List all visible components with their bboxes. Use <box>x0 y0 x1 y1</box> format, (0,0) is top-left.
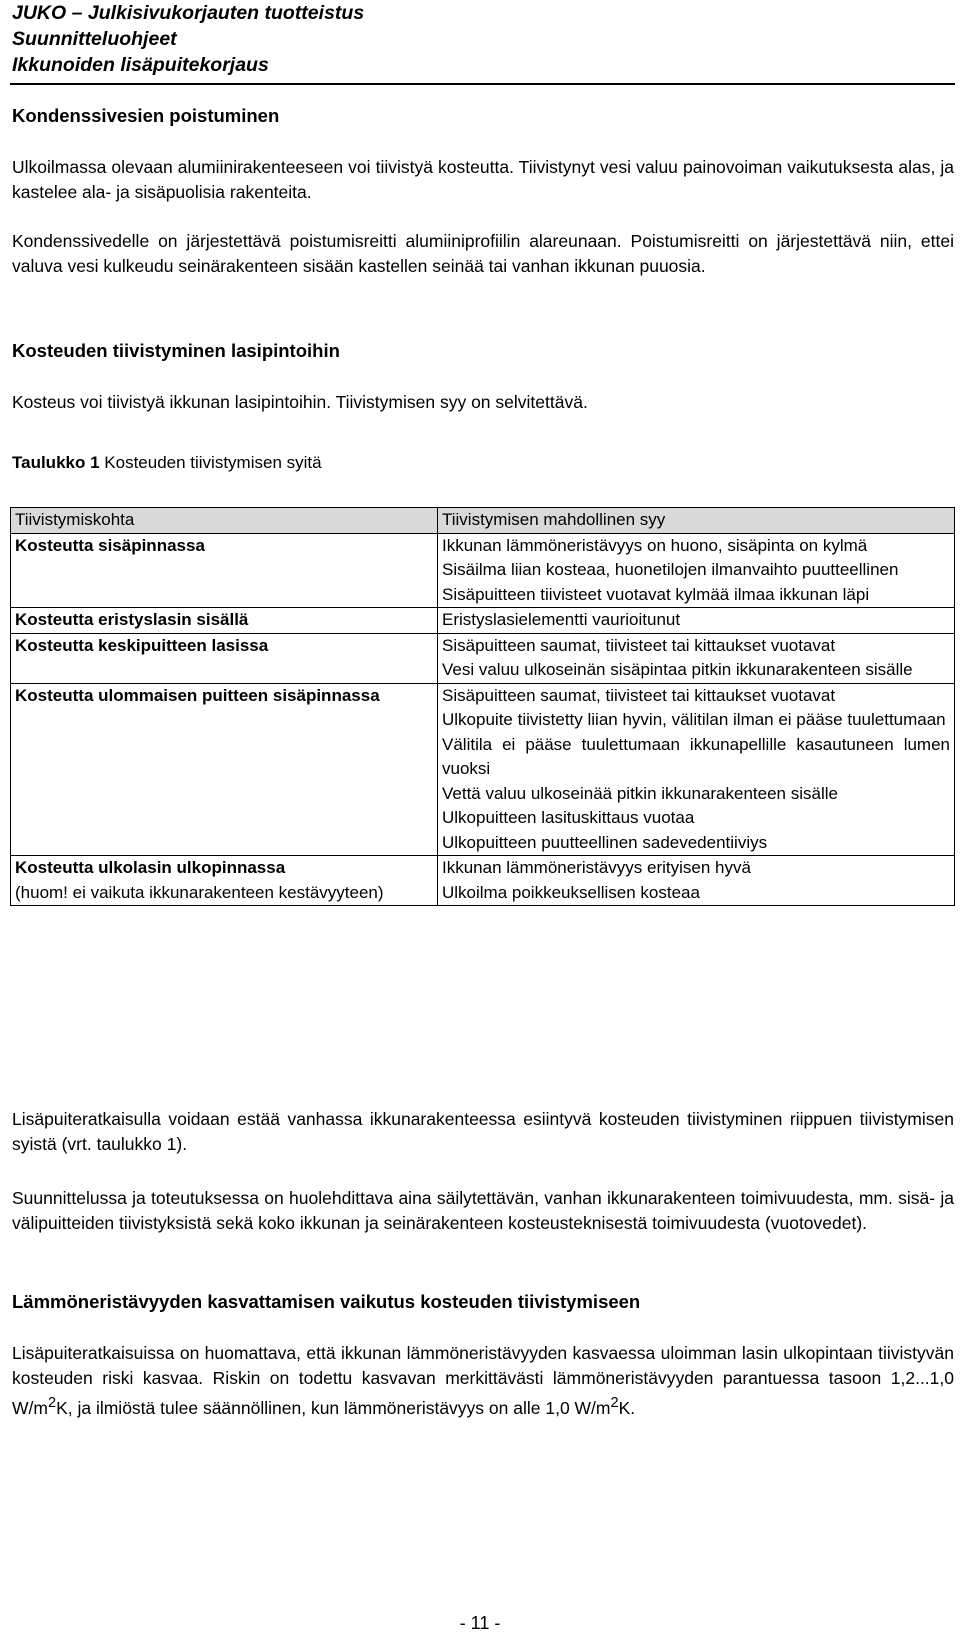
paragraph-glass-condensation: Kosteus voi tiivistyä ikkunan lasipintoihin. Tiivistymisen syy on selvitettävä. <box>12 392 588 412</box>
table-cause-item: Eristyslasielementti vaurioitunut <box>442 610 681 629</box>
table-cause-item: Vesi valuu ulkoseinän sisäpintaa pitkin ikkunarakenteen sisälle <box>442 660 913 679</box>
table-cell-causes <box>438 533 955 608</box>
section-heading-insulation-effect: Lämmöneristävyyden kasvattamisen vaikutus kosteuden tiivistymiseen <box>12 1291 641 1312</box>
paragraph-insulation-part3: K. <box>618 1397 636 1418</box>
table-cell-location: Kosteutta eristyslasin sisällä <box>11 608 438 634</box>
table-caption <box>12 453 954 473</box>
header-divider <box>10 83 955 85</box>
paragraph-condensate-2: Kondenssivedelle on järjestettävä poistumisreitti alumiiniprofiilin alareunaan. Poistumisreitti on järjestettävä niin, ettei valuva vesi kulkeudu seinärakenteen sisään kastellen seinää tai vanhan ikkunan puuosia. <box>12 231 954 276</box>
section-heading-condensate: Kondenssivesien poistuminen <box>12 105 280 126</box>
table-header-cause: Tiivistymisen mahdollinen syy <box>438 508 955 534</box>
superscript-exponent: 2 <box>610 1395 619 1411</box>
table-cause-item: Sisäpuitteen saumat, tiivisteet tai kittaukset vuotavat <box>442 685 836 705</box>
header-topic: Ikkunoiden lisäpuitekorjaus <box>12 54 269 76</box>
paragraph-design-care: Suunnittelussa ja toteutuksessa on huolehdittava aina säilytettävän, vanhan ikkunarakenteen toimivuudesta, mm. sisä- ja välipuitteiden tiivistyksistä sekä koko ikkunan ja seinärakenteen kosteusteknisestä toimivuudesta (vuotovedet). <box>12 1188 954 1233</box>
table-location-text: Kosteutta ulkolasin ulkopinnassa <box>15 858 286 877</box>
superscript-exponent: 2 <box>47 1395 57 1411</box>
table-header-location: Tiivistymiskohta <box>11 508 438 534</box>
table-cause-item: Sisäilma liian kosteaa, huonetilojen ilmanvaihto puutteellinen <box>442 560 899 579</box>
table-cause-item: Ikkunan lämmöneristävyys on huono, sisäpinta on kylmä <box>442 535 868 555</box>
table-caption-label: Taulukko 1 <box>12 453 100 472</box>
table-row <box>11 608 955 634</box>
table-row <box>11 683 955 856</box>
section-heading-glass-condensation: Kosteuden tiivistyminen lasipintoihin <box>12 340 340 361</box>
table-cause-item: Ulkopuitteen puutteellinen sadevedentiiviys <box>442 832 768 852</box>
table-cell-location: Kosteutta keskipuitteen lasissa <box>11 633 438 683</box>
document-header <box>12 0 364 78</box>
page-number: - 11 - <box>459 1613 501 1633</box>
table-cause-item: Ulkopuitteen lasituskittaus vuotaa <box>442 808 695 827</box>
table-cause-item: Ikkunan lämmöneristävyys erityisen hyvä <box>442 858 751 877</box>
table-cause-item: Välitila ei pääse tuulettumaan ikkunapellille kasautuneen lumen vuoksi <box>442 734 950 778</box>
table-row <box>11 633 955 683</box>
paragraph-insulation-part1: Lisäpuiteratkaisuissa on huomattava, että ikkunan lämmöneristävyyden kasvaessa uloimman lasin ulkopintaan tiivistyvän kosteuden riski kasvaa. Riskin on todettu kasvavan merkittävästi lämmöneristävyyden parantuessa tasoon 1,2...1,0 W/m <box>12 1343 954 1418</box>
table-cause-item: Vettä valuu ulkoseinää pitkin ikkunarakenteen sisälle <box>442 783 838 803</box>
table-cell-causes <box>438 608 955 634</box>
paragraph-condensate-1: Ulkoilmassa olevaan alumiinirakenteeseen voi tiivistyä kosteutta. Tiivistynyt vesi valuu painovoiman vaikutuksesta alas, ja kastelee ala- ja sisäpuolisia rakenteita. <box>12 157 954 202</box>
table-cell-causes <box>438 856 955 906</box>
table-cause-item: Ulkoilma poikkeuksellisen kosteaa <box>442 882 700 902</box>
table-cause-item: Sisäpuitteen saumat, tiivisteet tai kittaukset vuotavat <box>442 635 836 655</box>
table-header-row <box>11 508 955 534</box>
header-subtitle: Suunnitteluohjeet <box>12 28 177 50</box>
table-cell-location <box>11 856 438 906</box>
paragraph-solution: Lisäpuiteratkaisulla voidaan estää vanhassa ikkunarakenteessa esiintyvä kosteuden tiivistyminen riippuen tiivistymisen syistä (vrt. taulukko 1). <box>12 1109 954 1154</box>
paragraph-insulation-part2: K, ja ilmiöstä tulee säännöllinen, kun lämmöneristävyys on alle 1,0 W/m <box>56 1397 611 1418</box>
table-cell-location: Kosteutta ulommaisen puitteen sisäpinnassa <box>11 683 438 856</box>
table-cause-item: Sisäpuitteen tiivisteet vuotavat kylmää ilmaa ikkunan läpi <box>442 584 870 604</box>
table-cell-causes <box>438 633 955 683</box>
table-cause-item: Ulkopuite tiivistetty liian hyvin, välitilan ilman ei pääse tuulettumaan <box>442 710 946 729</box>
header-project-title: JUKO – Julkisivukorjauten tuotteistus <box>12 2 365 24</box>
table-cell-causes <box>438 683 955 856</box>
table-location-note: (huom! ei vaikuta ikkunarakenteen kestävyyteen) <box>15 882 384 902</box>
table-row <box>11 856 955 906</box>
table-caption-text: Kosteuden tiivistymisen syitä <box>99 453 322 472</box>
paragraph-insulation-effect <box>12 1341 954 1421</box>
condensation-causes-table <box>10 507 955 906</box>
table-row <box>11 533 955 608</box>
table-cell-location: Kosteutta sisäpinnassa <box>11 533 438 608</box>
